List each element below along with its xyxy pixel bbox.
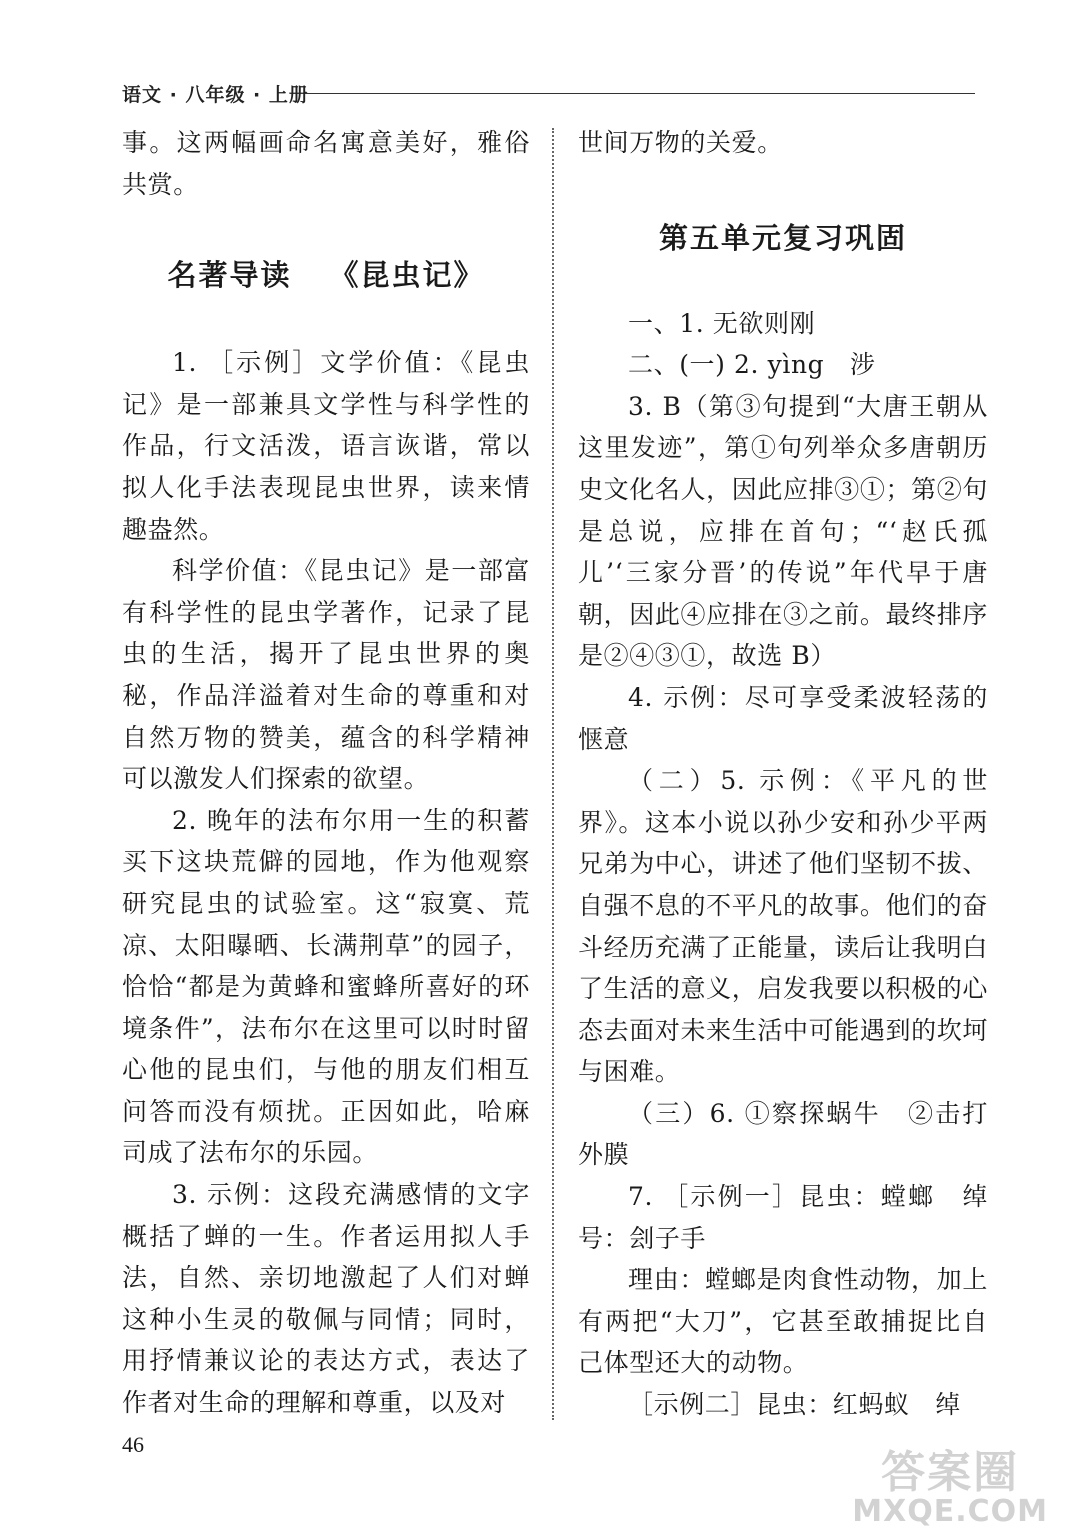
right-column — [578, 122, 988, 1426]
left-paragraph-2: 科学价值：《昆虫记》是一部富有科学性的昆虫学著作，记录了昆虫的生活，揭开了昆虫世界的奥秘，作品洋溢着对生命的尊重和对自然万物的赞美，蕴含的科学精神可以激发人们探索的欲望。 — [122, 556, 530, 794]
left-paragraph-3: 2. 晚年的法布尔用一生的积蓄买下这块荒僻的园地，作为他观察研究昆虫的试验室。这“寂寞、荒凉、太阳曝晒、长满荆草”的园子，恰恰“都是为黄蜂和蜜蜂所喜好的环境条件”，法布尔在这里可以时时留心他的昆虫们，与他的朋友们相互问答而没有烦扰。正因如此，哈麻司成了法布尔的乐园。 — [122, 805, 530, 1168]
answer-1: 一、1. 无欲则刚 — [628, 308, 816, 338]
left-paragraph-4: 3. 示例：这段充满感情的文字概括了蝉的一生。作者运用拟人手法，自然、亲切地激起了人们对蝉这种小生灵的敬佩与同情；同时，用抒情兼议论的表达方式，表达了作者对生命的理解和尊重，以及对 — [122, 1180, 530, 1418]
answer-2: 二、(一) 2. yìng 涉 — [628, 350, 876, 380]
left-section-title-part2: 《昆虫记》 — [329, 258, 485, 293]
answer-6: （三）6. ①察探蜗牛 ②击打外膜 — [578, 1098, 988, 1170]
answer-5: （二）5. 示例：《平凡的世界》。这本小说以孙少安和孙少平两兄弟为中心，讲述了他们坚韧不拔、自强不息的不平凡的故事。他们的奋斗经历充满了正能量，读后让我明白了生活的意义，启发我要以积极的心态去面对未来生活中可能遇到的坎坷与困难。 — [578, 766, 988, 1087]
answer-7-reason: 理由：螳螂是肉食性动物，加上有两把“大刀”，它甚至敢捕捉比自己体型还大的动物。 — [578, 1265, 988, 1378]
answer-7-example-2: ［示例二］昆虫：红蚂蚁 绰 — [628, 1390, 961, 1420]
left-continuation-text: 事。这两幅画命名寓意美好，雅俗共赏。 — [122, 128, 530, 199]
right-section-title: 第五单元复习巩固 — [658, 220, 907, 255]
page-number: 46 — [122, 1432, 144, 1457]
left-section-title — [122, 253, 530, 294]
watermark-logo-text: 答案圈 — [881, 1447, 1020, 1498]
left-paragraph-1: 1. ［示例］文学价值：《昆虫记》是一部兼具文学性与科学性的作品，行文活泼，语言诙谐，常以拟人化手法表现昆虫世界，读来情趣盎然。 — [122, 348, 530, 544]
left-section-title-part1: 名著导读 — [167, 258, 292, 293]
answer-3: 3. B（第③句提到“大唐王朝从这里发迹”，第①句列举众多唐朝历史文化名人，因此应排③①；第②句是总说，应排在首句；“‘赵氏孤儿’‘三家分晋’的传说”年代早于唐朝，因此④应排在③之前。最终排序是②④③①，故选 B） — [578, 391, 988, 671]
left-column — [122, 122, 530, 1424]
watermark-logo — [852, 1447, 1048, 1529]
header-rule — [305, 93, 975, 94]
answer-7: 7. ［示例一］昆虫：螳螂 绰号：刽子手 — [578, 1182, 988, 1253]
book-header-label: 语文 · 八年级 · 上册 — [122, 84, 309, 106]
right-continuation-text: 世间万物的关爱。 — [578, 128, 783, 157]
watermark-url-text: MXQE.COM — [852, 1494, 1048, 1529]
column-divider — [552, 128, 554, 1420]
answer-4: 4. 示例：尽可享受柔波轻荡的惬意 — [578, 682, 988, 754]
